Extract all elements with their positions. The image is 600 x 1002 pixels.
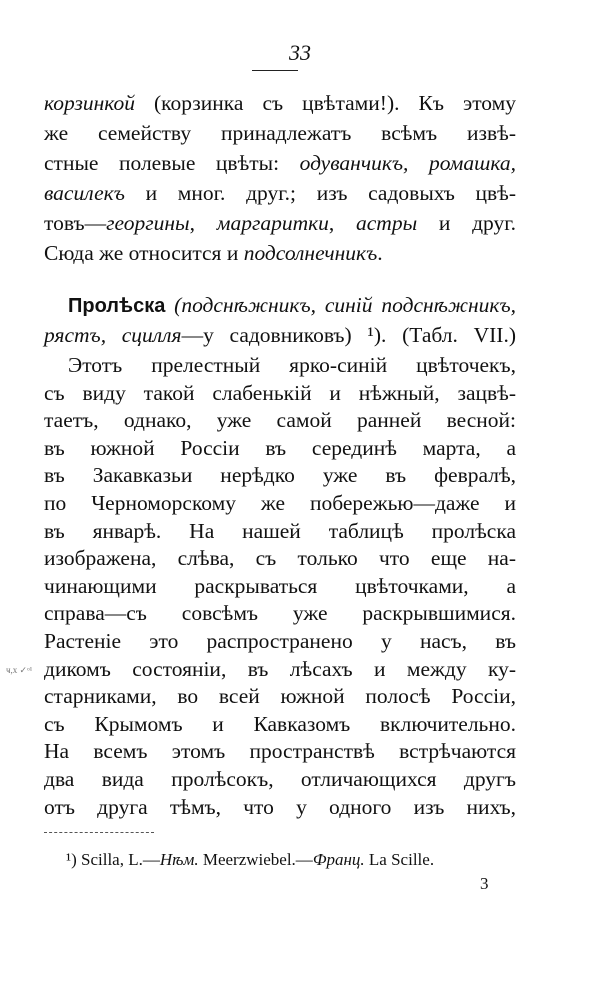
footnote (66, 848, 506, 872)
text-line: съ виду такой слабенькiй и нѣжный, зацвѣ- (44, 380, 516, 405)
text-line: въ январѣ. На нашей таблицѣ пролѣска (44, 518, 516, 543)
text-line: по Черноморскому же побережью—даже и (44, 491, 516, 515)
italic-term: Нѣм. (159, 850, 199, 869)
text-line: На всемъ этомъ пространствѣ встрѣчаются (44, 739, 516, 764)
text-segment: стные полевые цвѣты: (44, 151, 300, 175)
text-line (44, 238, 516, 268)
text-segment: и друг. (417, 211, 517, 235)
italic-term: корзинкой (44, 91, 135, 115)
text-segment: —у садовниковъ) ¹). (Табл. VII.) (181, 323, 516, 347)
text-segment: , (328, 211, 357, 235)
text-segment: товъ— (44, 211, 107, 235)
italic-term: одуванчикъ, ромашка, (299, 151, 516, 175)
signature-mark: 3 (480, 874, 489, 893)
text-line: съ Крымомъ и Кавказомъ включительно. (44, 711, 516, 736)
text-line: чинающими раскрываться цвѣточками, а (44, 573, 516, 598)
text-line: дикомъ состоянiи, въ лѣсахъ и между ку- (44, 656, 516, 681)
text-line: же семейству принадлежатъ всѣмъ извѣ- (44, 121, 516, 145)
footnote-rule (44, 832, 154, 833)
text-line (44, 88, 516, 118)
margin-note: ҹ,х ✓ᵒ¹ (6, 665, 33, 675)
italic-term: астры (356, 211, 418, 235)
text-line: Этотъ прелестный ярко-синiй цвѣточекъ, (68, 353, 516, 377)
italic-term: георгины (106, 211, 190, 235)
text-line: таетъ, однако, уже самой ранней весной: (44, 408, 516, 433)
italic-term: маргаритки (216, 211, 329, 235)
text-line: въ южной Россiи въ серединѣ марта, а (44, 435, 516, 460)
text-line (44, 148, 516, 178)
text-segment: . (377, 241, 383, 265)
italic-term: василекъ (44, 181, 125, 205)
text-line: изображена, слѣва, съ только что еще на- (44, 546, 516, 571)
text-line (44, 208, 516, 238)
italic-term: подсолнечникъ (243, 241, 378, 265)
section-heading-line (68, 290, 516, 321)
text-line (44, 320, 516, 350)
italic-term: Франц. (312, 850, 365, 869)
italic-term: (подснѣжникъ, синiй подснѣжникъ, (165, 293, 516, 317)
text-line (44, 178, 516, 208)
text-segment: Meerzwiebel.— (198, 850, 313, 869)
text-line: справа—съ совсѣмъ уже раскрывшимися. (44, 601, 516, 626)
page-number-rule (252, 70, 298, 71)
page-number: 33 (289, 40, 311, 65)
text-segment: и мног. друг.; изъ садовыхъ цвѣ- (124, 181, 516, 205)
text-line: два вида пролѣсокъ, отличающихся другъ (44, 767, 516, 791)
text-line: Растенiе это распространено у насъ, въ (44, 629, 516, 653)
text-segment: (корзинка съ цвѣтами!). Къ этому (135, 91, 516, 115)
text-segment: Сюда же относится и (44, 241, 244, 265)
text-segment: , (189, 211, 217, 235)
section-heading: Пролѣска (68, 295, 166, 317)
text-segment: ¹) Scilla, L.— (66, 850, 160, 869)
italic-term: рястъ, сцилля (44, 323, 182, 347)
text-line: отъ друга тѣмъ, что у одного изъ нихъ, (44, 794, 516, 819)
text-line: старниками, во всей южной полосѣ Россiи, (44, 684, 516, 709)
text-line: въ Закавказьи нерѣдко уже въ февралѣ, (44, 463, 516, 488)
text-segment: La Scille. (364, 850, 435, 869)
